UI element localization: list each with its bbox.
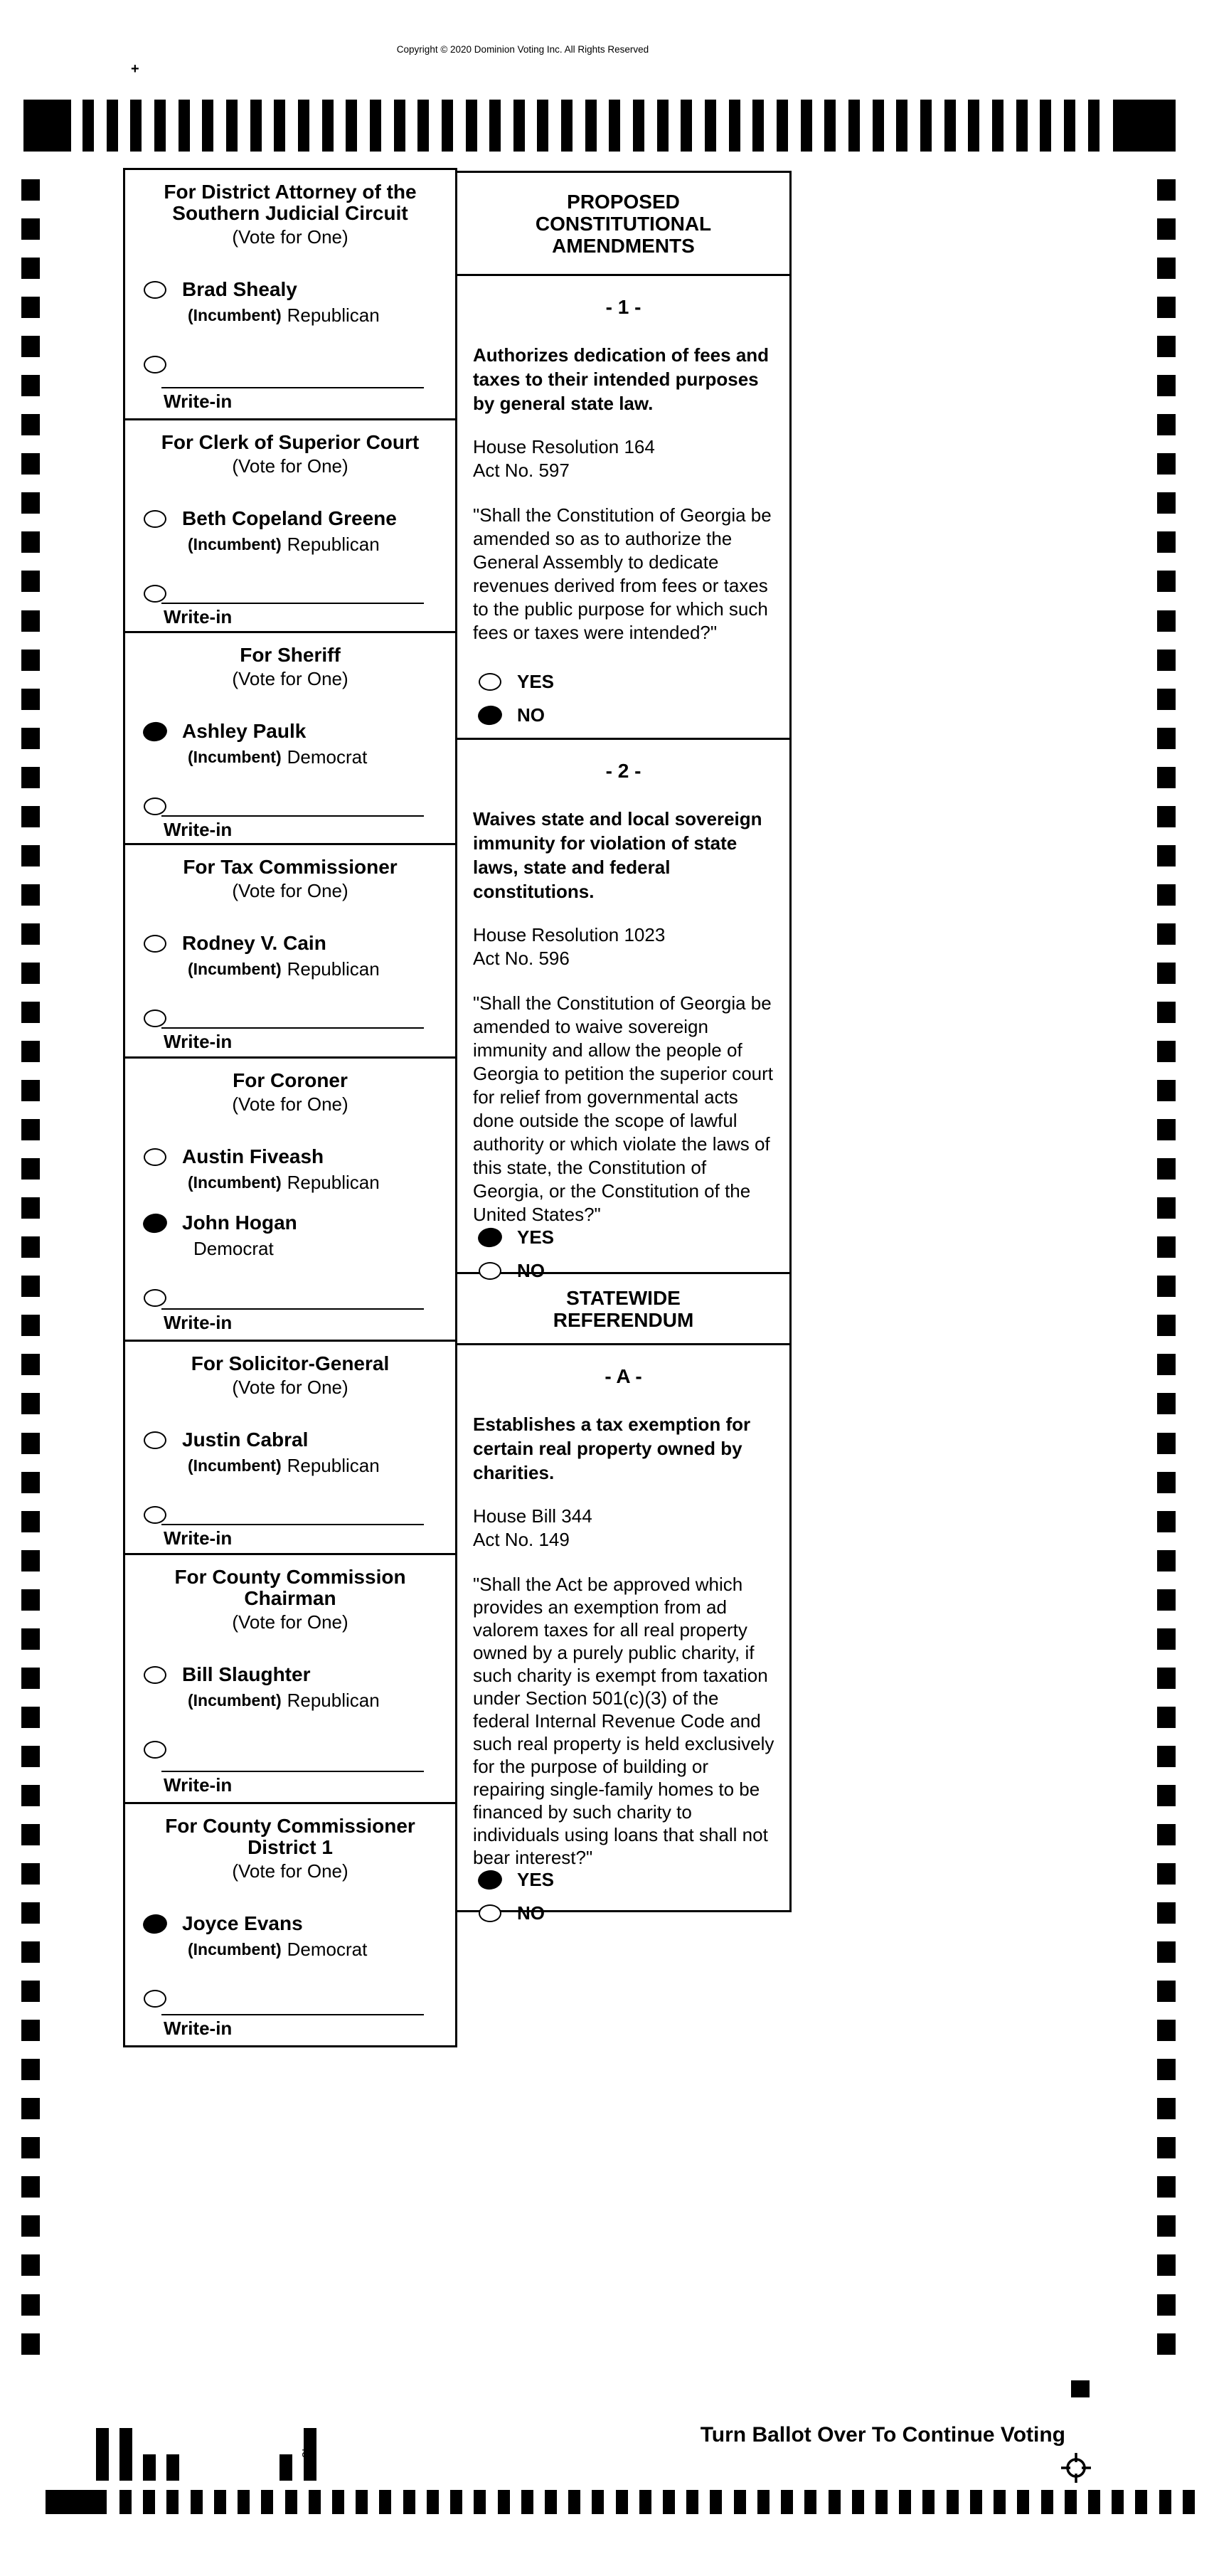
- write-in-label: Write-in: [164, 606, 233, 627]
- contest-solicitor-general: [125, 1342, 455, 1555]
- measure-summary: Establishes a tax exemption for certain real property owned by charities.: [473, 1414, 751, 1483]
- candidate-row: [144, 933, 455, 979]
- write-in-label: Write-in: [164, 391, 233, 412]
- no-oval[interactable]: [479, 1904, 501, 1922]
- contest-title: For County Commission: [174, 1566, 406, 1588]
- vote-oval[interactable]: [144, 1148, 166, 1166]
- party-label: Democrat: [287, 1939, 368, 1960]
- party-label: Republican: [287, 1455, 380, 1476]
- no-label: NO: [517, 1260, 545, 1281]
- vote-oval[interactable]: [142, 721, 167, 742]
- measure-ref: Act No. 149: [473, 1529, 570, 1550]
- candidate-name: Ashley Paulk: [182, 720, 307, 742]
- registration-plus-mark: +: [131, 61, 139, 77]
- timing-marks-top: [82, 100, 1099, 152]
- contest-title: For District Attorney of the: [164, 181, 417, 203]
- yes-oval[interactable]: [479, 673, 501, 691]
- incumbent-label: (Incumbent): [188, 306, 282, 324]
- vote-oval[interactable]: [142, 1914, 167, 1934]
- timing-mark-top-left-block: [23, 100, 71, 152]
- turn-ballot-over-notice: Turn Ballot Over To Continue Voting: [700, 2423, 1065, 2447]
- vote-oval[interactable]: [144, 935, 166, 953]
- stub-number: 43: [299, 2446, 312, 2458]
- measure-ref: Act No. 596: [473, 948, 570, 969]
- write-in-line[interactable]: [161, 1524, 424, 1525]
- statewide-referendum-header: [455, 1272, 792, 1345]
- header-line: PROPOSED: [567, 190, 680, 213]
- measure-number: - A -: [605, 1365, 642, 1387]
- candidate-name: Austin Fiveash: [182, 1145, 324, 1167]
- candidate-row: [144, 508, 455, 554]
- timing-marks-bottom: [119, 2490, 1195, 2514]
- incumbent-label: (Incumbent): [188, 535, 282, 553]
- vote-for-one-label: (Vote for One): [232, 880, 348, 901]
- write-in-line[interactable]: [161, 603, 424, 604]
- vote-oval[interactable]: [142, 1213, 167, 1234]
- write-in-label: Write-in: [164, 1312, 233, 1333]
- measure-question: "Shall the Constitution of Georgia be amended so as to authorize the General Assembly to dedicate revenues derived from fees or taxes to the public purpose for which such fees or taxes were intended?": [473, 504, 772, 643]
- party-label: Republican: [287, 304, 380, 326]
- header-line: AMENDMENTS: [552, 234, 695, 257]
- timing-marks-left: [21, 179, 40, 2355]
- header-line: STATEWIDE: [566, 1286, 681, 1309]
- measure-summary: Authorizes dedication of fees and taxes to their intended purposes by general state law.: [473, 344, 770, 414]
- header-line: CONSTITUTIONAL: [535, 212, 712, 235]
- candidate-row: [144, 1913, 455, 1959]
- contest-sheriff: [125, 633, 455, 845]
- no-choice-row: [479, 1902, 789, 1924]
- candidate-name: John Hogan: [182, 1212, 297, 1234]
- vote-for-one-label: (Vote for One): [232, 1860, 348, 1882]
- yes-oval[interactable]: [477, 1227, 502, 1248]
- contest-title: For Tax Commissioner: [183, 856, 398, 878]
- yes-choice-row: [479, 671, 789, 693]
- amendment-1: [455, 274, 792, 740]
- timing-marks-right: [1157, 179, 1176, 2355]
- measure-ref: Act No. 597: [473, 460, 570, 481]
- measure-ref: House Resolution 1023: [473, 924, 666, 945]
- vote-for-one-label: (Vote for One): [232, 1093, 348, 1115]
- vote-oval[interactable]: [144, 510, 166, 528]
- candidate-name: Joyce Evans: [182, 1912, 303, 1934]
- measure-number: - 1 -: [605, 296, 641, 318]
- timing-mark-bottom-left-block: [46, 2490, 107, 2514]
- no-label: NO: [517, 1902, 545, 1924]
- vote-for-one-label: (Vote for One): [232, 455, 348, 477]
- incumbent-label: (Incumbent): [188, 1940, 282, 1958]
- yes-label: YES: [517, 1226, 555, 1248]
- contest-title: For Solicitor-General: [191, 1352, 390, 1374]
- write-in-line[interactable]: [161, 1027, 424, 1029]
- vote-for-one-label: (Vote for One): [232, 668, 348, 689]
- ballot-stub-barcode: [96, 2428, 331, 2481]
- candidate-name: Beth Copeland Greene: [182, 507, 397, 529]
- yes-choice-row: [479, 1869, 789, 1891]
- no-oval[interactable]: [479, 1262, 501, 1280]
- party-label: Republican: [287, 534, 380, 555]
- write-in-oval[interactable]: [144, 1506, 166, 1524]
- contest-title-line2: District 1: [247, 1836, 333, 1858]
- write-in-oval[interactable]: [144, 1289, 166, 1307]
- contest-county-commission-chairman: [125, 1555, 455, 1804]
- measure-question: "Shall the Constitution of Georgia be amended to waive sovereign immunity and allow the people of Georgia to petition the superior court for relief from governmental acts done outside the scope of lawful authority or which violate the laws of this state, the Constitution of Georgia, or the Constitution of the United States?": [473, 992, 774, 1225]
- measure-column: [455, 171, 792, 1924]
- write-in-label: Write-in: [164, 2018, 233, 2039]
- write-in-oval[interactable]: [144, 356, 166, 373]
- vote-for-one-label: (Vote for One): [232, 226, 348, 248]
- write-in-label: Write-in: [164, 1527, 233, 1549]
- candidate-name: Brad Shealy: [182, 278, 297, 300]
- contest-county-commissioner-district-1: [125, 1804, 455, 2045]
- contest-title-line2: Southern Judicial Circuit: [172, 202, 408, 224]
- contest-clerk-superior-court: [125, 420, 455, 633]
- measure-question: "Shall the Act be approved which provides an exemption from ad valorem taxes for all real property owned by a purely public charity, if such charity is exempt from taxation under Section 501(c)(3) of the federal Internal Revenue Code and such real property is held exclusively for the purpose of building or repairing single-family homes to be financed by such charity to individuals using loans that shall not bear interest?": [473, 1574, 774, 1868]
- candidate-row: [144, 1429, 455, 1475]
- write-in-label: Write-in: [164, 819, 233, 840]
- incumbent-label: (Incumbent): [188, 1691, 282, 1710]
- amendment-2: [455, 738, 792, 1281]
- candidate-row: [144, 279, 455, 325]
- copyright-notice: Copyright © 2020 Dominion Voting Inc. All Rights Reserved: [396, 44, 649, 55]
- party-label: Republican: [287, 1690, 380, 1711]
- proposed-amendments-header: [455, 171, 792, 276]
- write-in-oval[interactable]: [144, 1990, 166, 2008]
- measure-number: - 2 -: [605, 760, 641, 782]
- yes-oval[interactable]: [477, 1870, 502, 1890]
- timing-mark-top-right-block: [1113, 100, 1176, 152]
- contest-coroner: [125, 1059, 455, 1342]
- candidate-row: [144, 1212, 455, 1258]
- vote-oval[interactable]: [144, 1431, 166, 1449]
- write-in-oval[interactable]: [144, 585, 166, 603]
- contest-title: For Sheriff: [240, 644, 341, 666]
- write-in-line[interactable]: [161, 2014, 424, 2015]
- candidate-name: Justin Cabral: [182, 1429, 309, 1451]
- header-line: REFERENDUM: [553, 1308, 694, 1331]
- incumbent-label: (Incumbent): [188, 748, 282, 766]
- write-in-oval[interactable]: [144, 1741, 166, 1759]
- contest-title: For County Commissioner: [165, 1815, 415, 1837]
- contest-district-attorney: [125, 170, 455, 420]
- contest-column: [123, 168, 457, 2047]
- measure-ref: House Resolution 164: [473, 436, 655, 457]
- party-label: Republican: [287, 1172, 380, 1193]
- measure-ref: House Bill 344: [473, 1505, 592, 1527]
- vote-for-one-label: (Vote for One): [232, 1611, 348, 1633]
- candidate-row: [144, 1664, 455, 1710]
- write-in-line[interactable]: [161, 1771, 424, 1772]
- party-label: Democrat: [287, 746, 368, 768]
- contest-title: For Coroner: [233, 1069, 348, 1091]
- no-label: NO: [517, 704, 545, 726]
- yes-label: YES: [517, 1869, 555, 1890]
- candidate-name: Rodney V. Cain: [182, 932, 326, 954]
- write-in-oval[interactable]: [144, 1009, 166, 1027]
- vote-oval[interactable]: [144, 281, 166, 299]
- no-oval[interactable]: [477, 705, 502, 726]
- referendum-a: [455, 1343, 792, 1924]
- contest-title: For Clerk of Superior Court: [161, 431, 420, 453]
- contest-tax-commissioner: [125, 845, 455, 1059]
- contest-title-line2: Chairman: [244, 1587, 336, 1609]
- candidate-row: [144, 721, 455, 767]
- write-in-line[interactable]: [161, 1308, 424, 1310]
- incumbent-label: (Incumbent): [188, 1173, 282, 1192]
- vote-for-one-label: (Vote for One): [232, 1377, 348, 1398]
- write-in-oval[interactable]: [144, 797, 166, 815]
- timing-mark-single: [1071, 2380, 1090, 2397]
- incumbent-label: (Incumbent): [188, 960, 282, 978]
- write-in-label: Write-in: [164, 1774, 233, 1796]
- candidate-name: Bill Slaughter: [182, 1663, 311, 1685]
- yes-label: YES: [517, 671, 555, 692]
- candidate-row: [144, 1146, 455, 1192]
- vote-oval[interactable]: [144, 1666, 166, 1684]
- party-label: Democrat: [193, 1238, 274, 1259]
- no-choice-row: [479, 1260, 789, 1282]
- incumbent-label: (Incumbent): [188, 1456, 282, 1475]
- yes-choice-row: [479, 1226, 789, 1249]
- crosshair-registration-icon: [1060, 2452, 1092, 2488]
- write-in-label: Write-in: [164, 1031, 233, 1052]
- no-choice-row: [479, 704, 789, 726]
- write-in-line[interactable]: [161, 815, 424, 817]
- measure-summary: Waives state and local sovereign immunity for violation of state laws, state and federal constitutions.: [473, 808, 762, 902]
- party-label: Republican: [287, 958, 380, 980]
- write-in-line[interactable]: [161, 387, 424, 388]
